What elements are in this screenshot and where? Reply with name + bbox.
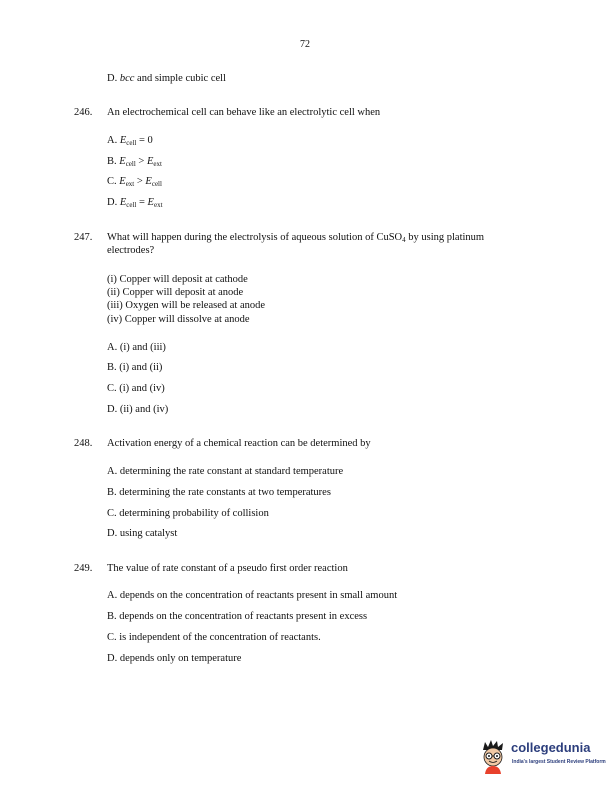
question-text: An electrochemical cell can behave like an electrolytic cell when: [107, 107, 381, 118]
question-number: 248.: [74, 438, 93, 449]
statement-4: (iv) Copper will dissolve at anode: [107, 314, 250, 325]
option-b: B. (i) and (ii): [107, 362, 163, 373]
option-a: A. depends on the concentration of reactants present in small amount: [107, 590, 398, 601]
question-text: The value of rate constant of a pseudo first order reaction: [107, 563, 348, 574]
logo-tagline: India's largest Student Review Platform: [512, 759, 606, 765]
question-number: 246.: [74, 107, 93, 118]
prev-question-option-d: D. bcc and simple cubic cell: [107, 73, 226, 84]
option-c: C. $E_{ext} > E_{cell}$: [107, 176, 162, 188]
option-c: C. is independent of the concentration of reactants.: [107, 632, 321, 643]
logo-wordmark: collegedunia: [511, 740, 591, 755]
option-d: D. $E_{cell} = E_{ext}$: [107, 197, 163, 209]
question-number: 247.: [74, 232, 93, 243]
page-number: 72: [300, 39, 310, 50]
option-a: A. determining the rate constant at standard temperature: [107, 466, 344, 477]
question-text-line-2: electrodes?: [107, 245, 155, 256]
option-d: D. (ii) and (iv): [107, 404, 169, 415]
mascot-icon: [478, 738, 508, 776]
option-b: B. determining the rate constants at two temperatures: [107, 487, 331, 498]
option-a: A. $E_{cell} = 0$: [107, 135, 153, 147]
option-b: B. $E_{cell} > E_{ext}$: [107, 156, 162, 168]
collegedunia-logo: [478, 738, 606, 778]
question-text: Activation energy of a chemical reaction can be determined by: [107, 438, 371, 449]
option-d: D. using catalyst: [107, 528, 178, 539]
statement-2: (ii) Copper will deposit at anode: [107, 287, 244, 298]
option-d: D. depends only on temperature: [107, 653, 242, 664]
question-text-line-1: What will happen during the electrolysis of aqueous solution of CuSO$_4$ by using platinum: [107, 232, 485, 244]
question-number: 249.: [74, 563, 93, 574]
option-c: C. determining probability of collision: [107, 508, 269, 519]
statement-1: (i) Copper will deposit at cathode: [107, 274, 248, 285]
statement-3: (iii) Oxygen will be released at anode: [107, 300, 266, 311]
option-b: B. depends on the concentration of reactants present in excess: [107, 611, 368, 622]
option-c: C. (i) and (iv): [107, 383, 165, 394]
option-a: A. (i) and (iii): [107, 342, 166, 353]
